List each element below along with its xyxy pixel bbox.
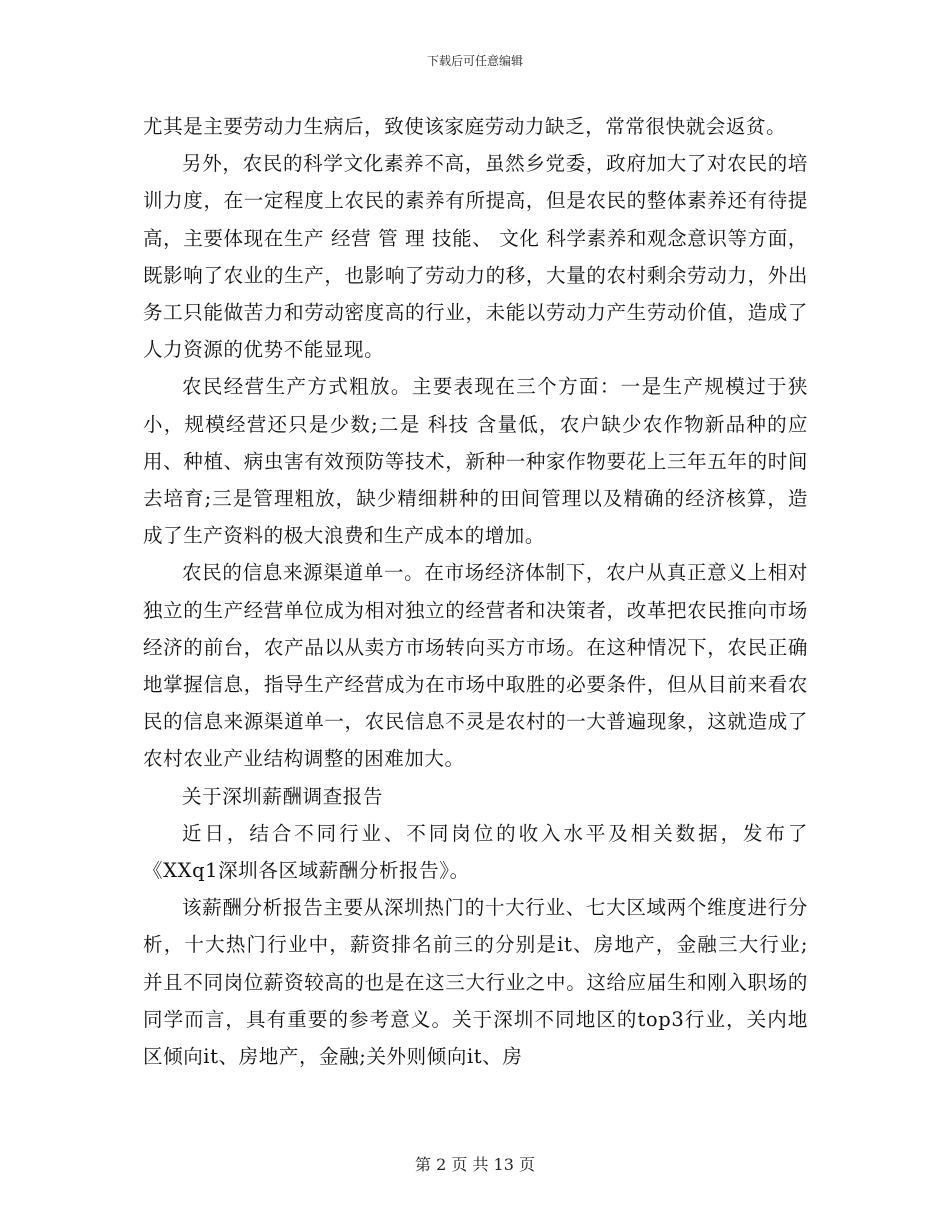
section-title-salary-report: 关于深圳薪酬调查报告 [182,784,384,808]
page-number-footer: 第 2 页 共 13 页 [415,1155,535,1174]
document-body [143,108,808,1075]
paragraph-report-analysis: 该薪酬分析报告主要从深圳热门的十大行业、七大区域两个维度进行分析，十大热门行业中，薪资排名前三的分别是it、房地产，金融三大行业;并且不同岗位薪资较高的也是在这三大行业之中。这给应届生和刚入职场的同学而言，具有重要的参考意义。关于深圳不同地区的top3行业，关内地区倾向it、房地产，金融;关外则倾向it、房 [143,896,808,1069]
paragraph-farmer-education: 另外，农民的科学文化素养不高，虽然乡党委，政府加大了对农民的培训力度，在一定程度上农民的素养有所提高，但是农民的整体素养还有待提高，主要体现在生产 经营 管 理 技能、 文化 科学素养和观念意识等方面，既影响了农业的生产，也影响了劳动力的移，大量的农村剩余劳动力，外出务工只能做苦力和劳动密度高的行业，未能以劳动力产生劳动价值，造成了人力资源的优势不能显现。 [143,152,808,362]
paragraph-production-methods: 农民经营生产方式粗放。主要表现在三个方面：一是生产规模过于狭小，规模经营还只是少数;二是 科技 含量低，农户缺少农作物新品种的应用、种植、病虫害有效预防等技术，新种一种家作物要花上三年五年的时间去培育;三是管理粗放，缺少精细耕种的田间管理以及精确的经济核算，造成了生产资料的极大浪费和生产成本的增加。 [143,375,808,548]
paragraph-report-intro: 近日，结合不同行业、不同岗位的收入水平及相关数据，发布了《XXq1深圳各区域薪酬分析报告》。 [143,821,808,883]
paragraph-information-channels: 农民的信息来源渠道单一。在市场经济体制下，农户从真正意义上相对独立的生产经营单位成为相对独立的经营者和决策者，改革把农民推向市场经济的前台，农产品以从卖方市场转向买方市场。在这种情况下，农民正确地掌握信息，指导生产经营成为在市场中取胜的必要条件，但从目前来看农民的信息来源渠道单一，农民信息不灵是农村的一大普遍现象，这就造成了农村农业产业结构调整的困难加大。 [143,561,808,771]
paragraph-continuation: 尤其是主要劳动力生病后，致使该家庭劳动力缺乏，常常很快就会返贫。 [143,115,787,138]
page-header: 下载后可任意编辑 [426,54,523,68]
